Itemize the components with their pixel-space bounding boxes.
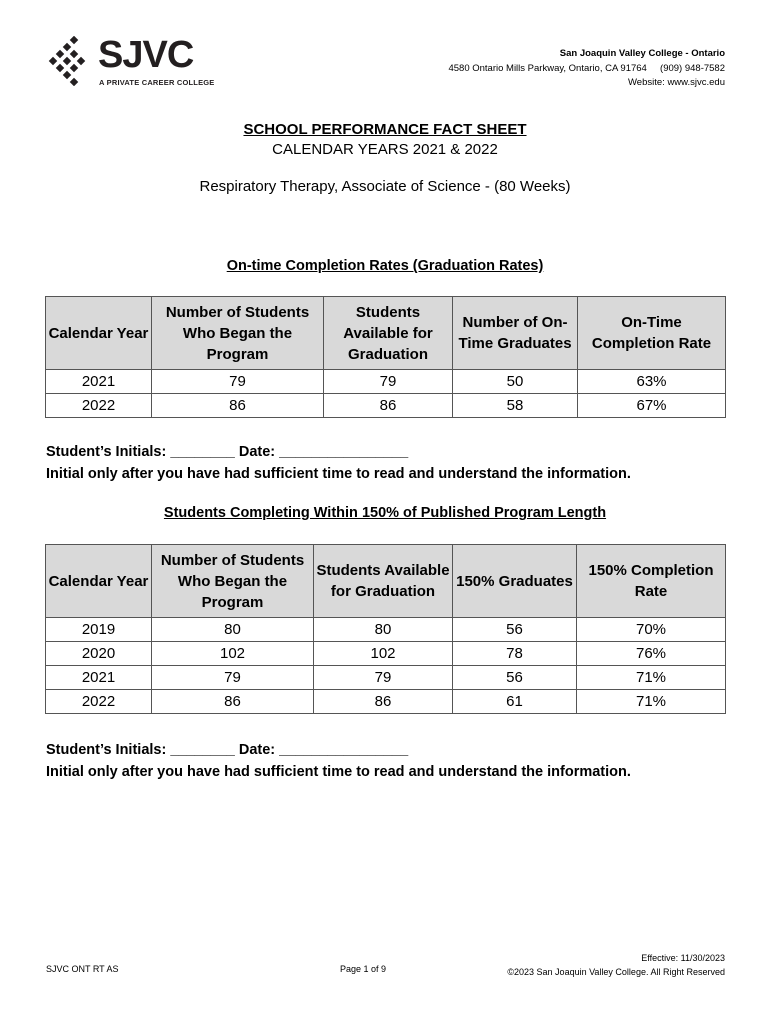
col-header: 150% Graduates <box>453 545 577 618</box>
campus-name: San Joaquin Valley College - Ontario <box>559 48 725 59</box>
table-cell: 78 <box>453 642 577 666</box>
table-row <box>46 642 726 666</box>
document-title: SCHOOL PERFORMANCE FACT SHEET <box>243 121 527 138</box>
table-cell: 79 <box>152 370 324 394</box>
col-header: Number of Students Who Began the Program <box>152 545 314 618</box>
table-cell: 50 <box>453 370 578 394</box>
sjvc-chevron-icon <box>46 36 96 86</box>
table-cell: 56 <box>453 666 577 690</box>
sjvc-logo <box>46 36 226 92</box>
table-cell: 80 <box>314 618 453 642</box>
table-cell: 102 <box>314 642 453 666</box>
table-cell: 61 <box>453 690 577 714</box>
table-cell: 2021 <box>46 666 152 690</box>
table-header-row <box>46 545 726 618</box>
table-cell: 2021 <box>46 370 152 394</box>
campus-address: 4580 Ontario Mills Parkway, Ontario, CA 91764 (909) 948-7582 <box>448 62 725 74</box>
table-cell: 56 <box>453 618 577 642</box>
section1-heading: On-time Completion Rates (Graduation Rates) <box>226 258 544 274</box>
logo-tagline: A PRIVATE CAREER COLLEGE <box>99 78 215 87</box>
section2-initials-block <box>46 739 631 783</box>
col-header: Number of Students Who Began the Program <box>152 297 324 370</box>
initials-instruction: Initial only after you have had sufficient time to read and understand the information. <box>46 764 631 780</box>
col-header: Number of On-Time Graduates <box>453 297 578 370</box>
on-time-completion-table <box>45 296 726 418</box>
table-cell: 86 <box>324 394 453 418</box>
table-cell: 2019 <box>46 618 152 642</box>
table-cell: 76% <box>577 642 726 666</box>
table-cell: 79 <box>314 666 453 690</box>
table-cell: 80 <box>152 618 314 642</box>
program-name: Respiratory Therapy, Associate of Science - (80 Weeks) <box>199 178 571 195</box>
col-header: Calendar Year <box>46 545 152 618</box>
footer-effective-block <box>507 951 725 979</box>
table-header-row <box>46 297 726 370</box>
campus-website: Website: www.sjvc.edu <box>628 77 725 88</box>
table-cell: 58 <box>453 394 578 418</box>
table-cell: 79 <box>152 666 314 690</box>
section1-initials-block <box>46 441 631 485</box>
table-row <box>46 394 726 418</box>
col-header: On-Time Completion Rate <box>578 297 726 370</box>
footer-page-number: Page 1 of 9 <box>340 964 387 974</box>
footer-copyright: ©2023 San Joaquin Valley College. All Right Reserved <box>507 967 725 977</box>
col-header: Calendar Year <box>46 297 152 370</box>
table-row <box>46 690 726 714</box>
table-cell: 2022 <box>46 690 152 714</box>
table-row <box>46 666 726 690</box>
table-cell: 71% <box>577 666 726 690</box>
table-cell: 67% <box>578 394 726 418</box>
initials-date-line[interactable]: Student’s Initials: ________ Date: ________________ <box>46 444 409 460</box>
campus-address-block <box>448 47 725 91</box>
table-cell: 86 <box>152 690 314 714</box>
footer-effective-date: Effective: 11/30/2023 <box>641 953 725 963</box>
col-header: 150% Completion Rate <box>577 545 726 618</box>
logo-wordmark: SJVC <box>98 34 194 76</box>
initials-date-line[interactable]: Student’s Initials: ________ Date: ________________ <box>46 742 409 758</box>
table-cell: 63% <box>578 370 726 394</box>
table-cell: 71% <box>577 690 726 714</box>
initials-instruction: Initial only after you have had sufficient time to read and understand the information. <box>46 466 631 482</box>
footer-doc-code: SJVC ONT RT AS <box>46 964 119 974</box>
completion-150-table <box>45 544 726 714</box>
table-row <box>46 370 726 394</box>
col-header: Students Available for Graduation <box>324 297 453 370</box>
table-cell: 2020 <box>46 642 152 666</box>
section2-heading: Students Completing Within 150% of Published Program Length <box>163 505 607 521</box>
table-cell: 70% <box>577 618 726 642</box>
table-row <box>46 618 726 642</box>
col-header: Students Available for Graduation <box>314 545 453 618</box>
table-cell: 102 <box>152 642 314 666</box>
table-cell: 2022 <box>46 394 152 418</box>
table-cell: 79 <box>324 370 453 394</box>
table-cell: 86 <box>314 690 453 714</box>
calendar-years: CALENDAR YEARS 2021 & 2022 <box>272 141 498 158</box>
table-cell: 86 <box>152 394 324 418</box>
